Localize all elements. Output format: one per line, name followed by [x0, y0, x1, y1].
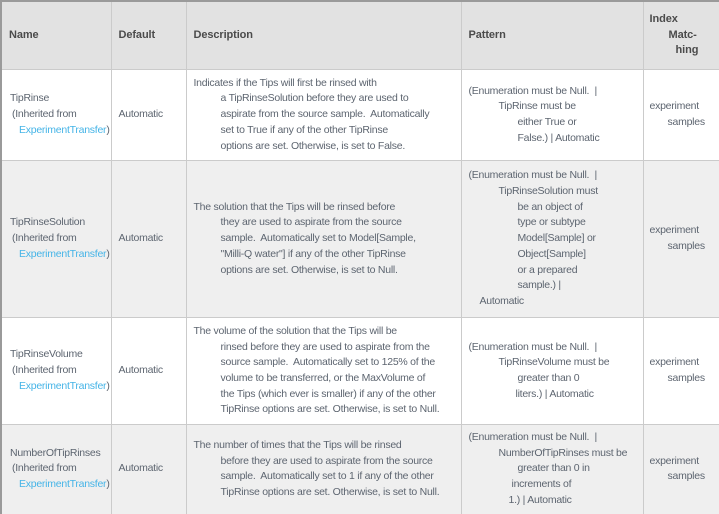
text-line: Index: [649, 12, 678, 25]
description-cell: [186, 425, 461, 514]
text-line: samples: [667, 372, 705, 384]
link-closing-paren: ): [106, 123, 110, 136]
column-header-description: Description: [186, 1, 461, 70]
text-line: hing: [675, 44, 699, 57]
column-header-index-matching: [643, 1, 719, 70]
text-line: samples: [667, 116, 705, 128]
text-line: before they are used to aspirate from the source: [220, 454, 433, 467]
table-row: [1, 70, 719, 161]
text-line: 1.) | Automatic: [508, 493, 572, 506]
text-line: rinsed before they are used to aspirate from the: [220, 340, 430, 353]
table-header: [1, 1, 719, 70]
pattern-cell: [461, 161, 643, 318]
text-line: experiment: [649, 224, 699, 237]
text-line: samples: [667, 240, 705, 252]
link-closing-paren: ): [106, 247, 110, 260]
name-cell: [1, 425, 111, 514]
description-cell: [186, 161, 461, 318]
text-line: options are set. Otherwise, is set to False.: [220, 139, 406, 152]
column-header-default: Default: [111, 1, 186, 70]
text-line: Object[Sample]: [517, 247, 586, 260]
text-line: Matc-: [668, 28, 697, 41]
text-line: a TipRinseSolution before they are used to: [220, 92, 409, 105]
text-line: they are used to aspirate from the source: [220, 216, 402, 229]
inherited-from-text: (Inherited from: [12, 232, 77, 245]
text-line: set to True if any of the other TipRinse: [220, 123, 388, 136]
text-line: the Tips (which ever is smaller) if any of the other: [220, 387, 436, 400]
index-matching-cell: [643, 70, 719, 161]
option-name: TipRinse: [10, 92, 50, 105]
experiment-transfer-link[interactable]: ExperimentTransfer: [19, 247, 107, 260]
text-line: or a prepared: [517, 263, 578, 276]
text-line: sample.) |: [517, 279, 561, 292]
text-line: TipRinse options are set. Otherwise, is set to Null.: [220, 403, 440, 416]
text-line: liters.) | Automatic: [515, 387, 594, 400]
text-line: (Enumeration must be Null. |: [468, 84, 598, 97]
text-line: either True or: [517, 116, 577, 128]
experiment-transfer-link[interactable]: ExperimentTransfer: [19, 379, 107, 392]
text-line: experiment: [649, 454, 699, 467]
experiment-transfer-link[interactable]: ExperimentTransfer: [19, 478, 107, 491]
pattern-cell: [461, 70, 643, 161]
column-header-name: Name: [1, 1, 111, 70]
option-name: TipRinseSolution: [10, 216, 85, 229]
description-cell: [186, 318, 461, 425]
description-cell: [186, 70, 461, 161]
inherited-link-line: [10, 379, 110, 395]
text-line: experiment: [649, 356, 699, 369]
pattern-cell: [461, 318, 643, 425]
text-line: Indicates if the Tips will first be rinsed with: [193, 76, 377, 89]
name-cell: [1, 161, 111, 318]
text-line: The number of times that the Tips will be rinsed: [193, 438, 402, 451]
column-header-pattern: Pattern: [461, 1, 643, 70]
table-body: [1, 70, 719, 514]
text-line: greater than 0: [517, 372, 580, 384]
text-line: The volume of the solution that the Tips will be: [193, 324, 397, 337]
text-line: (Enumeration must be Null. |: [468, 430, 598, 443]
text-line: sample. Automatically set to Model[Sample,: [220, 232, 416, 245]
index-matching-cell: [643, 161, 719, 318]
header-row: [1, 1, 719, 70]
option-name: NumberOfTipRinses: [10, 446, 101, 459]
text-line: (Enumeration must be Null. |: [468, 169, 598, 182]
default-value: Automatic: [111, 318, 186, 425]
text-line: TipRinse options are set. Otherwise, is set to Null.: [220, 485, 440, 498]
text-line: sample. Automatically set to 1 if any of the other: [220, 470, 434, 483]
pattern-cell: [461, 425, 643, 514]
index-matching-cell: [643, 318, 719, 425]
table-row: [1, 425, 719, 514]
text-line: experiment: [649, 100, 699, 113]
default-value: Automatic: [111, 70, 186, 161]
text-line: volume to be transferred, or the MaxVolume of: [220, 372, 426, 384]
inherited-from-text: (Inherited from: [12, 364, 77, 377]
table-row: [1, 318, 719, 425]
text-line: samples: [667, 470, 705, 483]
text-line: (Enumeration must be Null. |: [468, 340, 598, 353]
inherited-link-line: [10, 477, 110, 493]
text-line: Automatic: [479, 294, 524, 307]
text-line: be an object of: [517, 200, 583, 213]
text-line: Model[Sample] or: [517, 232, 596, 245]
text-line: greater than 0 in: [517, 462, 590, 475]
text-line: NumberOfTipRinses must be: [498, 446, 628, 459]
text-line: The solution that the Tips will be rinsed before: [193, 200, 396, 213]
inherited-from-text: (Inherited from: [12, 462, 77, 475]
name-cell: [1, 70, 111, 161]
name-cell: [1, 318, 111, 425]
option-name: TipRinseVolume: [10, 348, 83, 361]
default-value: Automatic: [111, 425, 186, 514]
table-row: [1, 161, 719, 318]
text-line: source sample. Automatically set to 125% of the: [220, 356, 435, 369]
text-line: TipRinse must be: [498, 100, 576, 113]
link-closing-paren: ): [106, 478, 110, 491]
text-line: "Milli-Q water"] if any of the other TipRinse: [220, 247, 406, 260]
text-line: type or subtype: [517, 216, 586, 229]
text-line: increments of: [511, 478, 572, 491]
inherited-link-line: [10, 247, 110, 263]
text-line: TipRinseSolution must: [498, 185, 598, 198]
text-line: TipRinseVolume must be: [498, 356, 610, 369]
text-line: aspirate from the source sample. Automatically: [220, 108, 430, 121]
inherited-from-text: (Inherited from: [12, 108, 77, 121]
index-matching-cell: [643, 425, 719, 514]
default-value: Automatic: [111, 161, 186, 318]
text-line: False.) | Automatic: [517, 131, 600, 144]
inherited-link-line: [10, 123, 110, 139]
text-line: options are set. Otherwise, is set to Null.: [220, 263, 398, 276]
link-closing-paren: ): [106, 379, 110, 392]
experiment-transfer-link[interactable]: ExperimentTransfer: [19, 123, 107, 136]
